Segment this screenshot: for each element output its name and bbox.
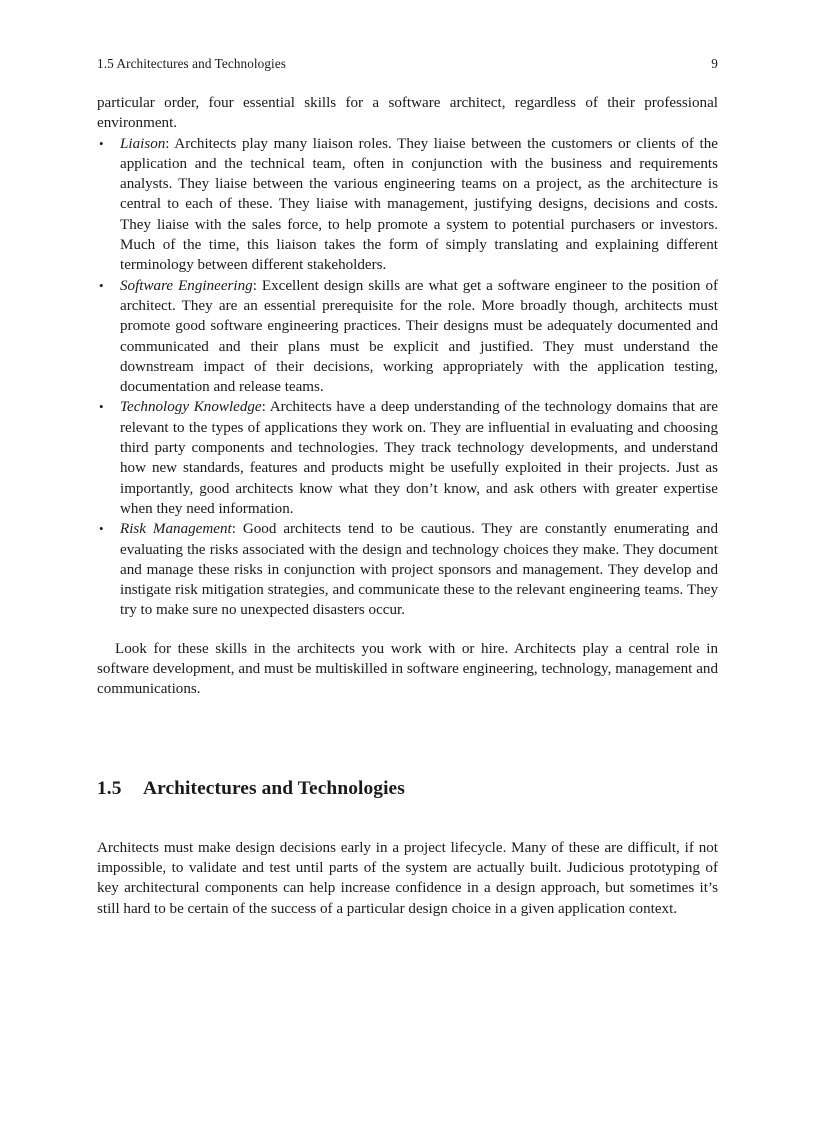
skill-separator: : (252, 277, 262, 294)
spacer (97, 700, 718, 777)
skill-term: Liaison (120, 135, 166, 152)
bullet-icon: • (99, 135, 104, 151)
bullet-icon: • (99, 277, 104, 293)
skill-text: Architects play many liaison roles. They liaise between the customers or clients of the application and the technical team, often in conjunction with the business and requirements analysts. They liaise between the various engineering teams on a project, as the architecture is central to each of these. They liaise with management, justifying designs, decisions and costs. They liaise with the sales force, to help promote a system to potential purchasers or investors. Much of the time, this liaison takes the form of simply translating and explaining different terminology between different stakeholders. (120, 135, 718, 274)
page-number: 9 (711, 56, 718, 71)
section-heading (97, 777, 718, 801)
list-item (97, 276, 718, 398)
running-header-title: 1.5 Architectures and Technologies (97, 56, 287, 71)
skill-separator: : (231, 521, 243, 538)
list-item (97, 397, 718, 519)
skill-separator: : (165, 135, 175, 152)
spacer (97, 621, 718, 639)
section-number: 1.5 (97, 777, 122, 799)
skill-term: Software Engineering (120, 277, 253, 294)
section-paragraph: Architects must make design decisions early in a project lifecycle. Many of these are difficult, if not impossible, to validate and test until parts of the system are actually built. Judicious prototyping of key architectural components can help increase confidence in a design approach, but sometimes it’s still hard to be certain of the success of a particular design choice in a given application context. (97, 839, 718, 917)
intro-paragraph: particular order, four essential skills for a software architect, regardless of their professional environment. (97, 95, 718, 132)
skill-term: Technology Knowledge (120, 399, 262, 416)
skill-separator: : (261, 399, 270, 416)
bullet-icon: • (99, 521, 104, 537)
skills-list (97, 134, 718, 621)
spacer (97, 801, 718, 838)
closing-paragraph: Look for these skills in the architects you work with or hire. Architects play a central role in software development, and must be multiskilled in software engineering, technology, management and communications. (97, 640, 718, 698)
skill-term: Risk Management (120, 521, 232, 538)
page-content (97, 93, 718, 919)
section-title: Architectures and Technologies (143, 777, 405, 799)
skill-text: Good architects tend to be cautious. They are constantly enumerating and evaluating the risks associated with the design and technology choices they make. They document and manage these risks in conjunction with project sponsors and management. They develop and instigate risk mitigation strategies, and communicate these to the relevant engineering teams. They try to make sure no unexpected disasters occur. (120, 521, 718, 619)
skill-text: Architects have a deep understanding of the technology domains that are relevant to the types of applications they work on. They are influential in evaluating and choosing third party components and technologies. They track technology developments, and understand how new standards, features and products might be usefully exploited in their projects. Just as importantly, good architects know what they don’t know, and ask others with greater expertise when they need information. (120, 399, 718, 517)
list-item (97, 134, 718, 276)
running-header (97, 56, 718, 72)
skill-text: Excellent design skills are what get a software engineer to the position of architect. They are an essential prerequisite for the role. More broadly though, architects must promote good software engineering practices. Their designs must be adequately documented and communicated and their plans must be explicit and justified. They must understand the downstream impact of their decisions, working appropriately with the application testing, documentation and release teams. (120, 277, 719, 396)
bullet-icon: • (99, 399, 104, 415)
list-item (97, 519, 718, 620)
